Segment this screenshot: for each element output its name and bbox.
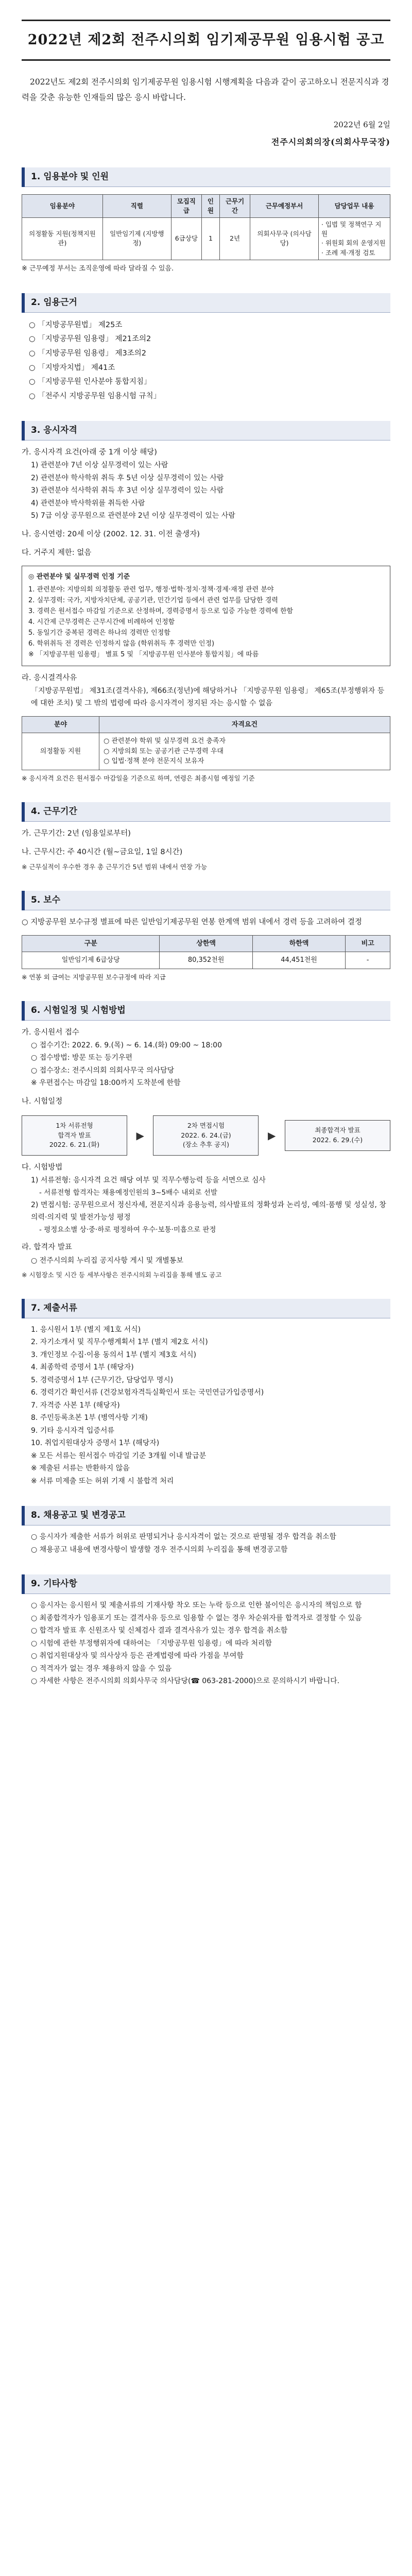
table-cell: 의정활동 지원(정책지원관) [22,218,103,260]
qual-table-note: ※ 응시자격 요건은 원서접수 마감일을 기준으로 하며, 연령은 최종시험 예정일 기준 [22,774,255,782]
flow-line: (장소 추후 공지) [182,1141,230,1149]
table-cell: 1 [201,218,219,260]
table-header-cell: 담당업무 내용 [319,194,390,217]
list-item: 3. 경력은 원서접수 마감일 기준으로 산정하며, 경력증명서 등으로 입증 가능한 경력에 한함 [28,607,294,616]
qual-c: 다. 거주지 제한: 없음 [22,549,92,557]
schedule-c-list [22,1174,390,1235]
list-item: 5. 경력증명서 1부 (근무기간, 담당업무 명시) [31,1376,174,1384]
table-cell: 일반임기제 (지방행정) [102,218,171,260]
section-header-6: 6. 시험일정 및 시험방법 [22,1001,390,1021]
list-item: ○ 자세한 사항은 전주시의회 의회사무국 의사담당(☎ 063-281-2000)으로 문의하시기 바랍니다. [31,1677,340,1686]
section-header-1: 1. 임용분야 및 인원 [22,167,390,187]
intro-text: 2022년도 제2회 전주시의회 임기제공무원 임용시험 시행계획을 다음과 같이 공고하오니 전문지식과 경력을 갖춘 유능한 인재들의 많은 응시 바랍니다. [22,77,389,103]
list-item: ○ 「지방공무원법」 제25조 [29,320,123,329]
list-item: 6. 학위취득 전 경력은 인정하지 않음 (학위취득 후 경력만 인정) [28,640,215,648]
list-item: ※ 모든 서류는 원서접수 마감일 기준 3개월 이내 발급분 [31,1451,207,1460]
section-header-2: 2. 임용근거 [22,293,390,313]
table-header-cell: 근무예정부서 [250,194,319,217]
list-item: ※ 서류 미제출 또는 허위 기재 시 불합격 처리 [31,1477,174,1485]
pay-text: ○ 지방공무원 보수규정 별표에 따른 일반임기제공무원 연봉 한계액 범위 내에서 경력 등을 고려하여 결정 [22,918,362,926]
table-cell-line: ○ 관련분야 학위 및 실무경력 요건 충족자 [104,737,226,745]
schedule-c-title: 다. 시험방법 [22,1163,63,1172]
list-item: 3) 관련분야 석사학위 취득 후 3년 이상 실무경력이 있는 사람 [31,486,224,495]
list-item: 6. 경력기간 확인서류 (건강보험자격득실확인서 또는 국민연금가입증명서) [31,1388,264,1397]
flow-line: 2022. 6. 21.(화) [49,1141,100,1149]
period-note: ※ 근무실적이 우수한 경우 총 근무기간 5년 범위 내에서 연장 가능 [22,862,208,871]
notice-list [22,1531,390,1556]
list-item: ○ 「지방공무원 인사분야 통합지침」 [29,378,151,386]
qual-criteria-box: ◎ 관련분야 및 실무경력 인정 기준 1. 관련분야: 지방의회 의정활동 관련 업무, 행정·법학·정치·정책·경제·재정 관련 분야 2. 실무경력: 국가, 지방자치단체, 공공기관, 민간기업 등에서 관련 업무를 담당한 경력 3. 경력은 원서접수 마감일 기준으로 산정하며, 경력증명서 등으로 입증 가능한 경력에 한함 4. 시간제 근무경력은 근무시간에 비례하여 인정함 5. 동일기간 중복된 경력은 하나의 경력만 인정함 6. 학위취득 전 경력은 인정하지 않음 (학위취득 후 경력만 인정) ※ 「지방공무원 임용령」 별표 5 및 「지방공무원 인사분야 통합지침」에 따름 [22,566,390,666]
list-item: 1. 응시원서 1부 (별지 제1호 서식) [31,1325,141,1334]
section-header-5: 5. 보수 [22,891,390,910]
list-item: 4. 시간제 근무경력은 근무시간에 비례하여 인정함 [28,618,175,626]
title-box [22,20,390,61]
docs-list [22,1324,390,1488]
page-title: 2022년 제2회 전주시의회 임기제공무원 임용시험 공고 [27,32,385,48]
list-item: 1) 관련분야 7년 이상 실무경력이 있는 사람 [31,461,168,470]
list-item: ○ 응시자는 응시원서 및 제출서류의 기재사항 착오 또는 누락 등으로 인한 불이익은 응시자의 책임으로 함 [31,1601,362,1610]
qual-d-text: 「지방공무원법」 제31조(결격사유), 제66조(정년)에 해당하거나 「지방공무원 임용령」 제65조(부정행위자 등에 대한 조치) 및 그 밖의 법령에 따라 응시자격이 정지된 자는 응시할 수 없음 [31,686,385,708]
list-item: ※ 우편접수는 마감일 18:00까지 도착분에 한함 [31,1079,181,1088]
list-item: ○ 접수기간: 2022. 6. 9.(목) ~ 6. 14.(화) 09:00 ~ 18:00 [31,1041,222,1049]
law-list [22,319,390,403]
table-cell-line: ○ 지방의회 또는 공공기관 근무경력 우대 [104,747,224,755]
section-header-4: 4. 근무기간 [22,802,390,822]
list-item: ○ 「지방공무원 임용령」 제21조의2 [29,335,151,344]
table-cell: 의회사무국 (의사담당) [250,218,319,260]
flow-step-3 [285,1120,390,1151]
table-cell: 6급상당 [171,218,201,260]
qual-d-title: 라. 응시결격사유 [22,673,77,682]
pay-table: 구분 상한액 하한액 비고 일반임기제 6급상당 80,352천원 44,451천원 - [22,935,390,969]
schedule-note: ※ 시험장소 및 시간 등 세부사항은 전주시의회 누리집을 통해 별도 공고 [22,1271,222,1279]
table-header-cell: 인원 [201,194,219,217]
list-item: 5. 동일기간 중복된 경력은 하나의 경력만 인정함 [28,629,170,637]
arrow-right-icon: ▶ [268,1129,276,1142]
etc-list [22,1599,390,1688]
list-item: 4. 최종학력 증명서 1부 (해당자) [31,1363,134,1372]
section-header-8: 8. 채용공고 및 변경공고 [22,1506,390,1526]
table-cell-line: ○ 입법·정책 분야 전문지식 보유자 [104,757,204,766]
position-note: ※ 근무예정 부서는 조직운영에 따라 달라질 수 있음. [22,264,174,273]
schedule-a-list [22,1039,390,1090]
list-item: 1) 서류전형: 응시자격 요건 해당 여부 및 직무수행능력 등을 서면으로 심사 [31,1176,266,1185]
notice-date: 2022년 6월 2일 [333,120,390,130]
list-item: 4) 관련분야 박사학위를 취득한 사람 [31,499,145,507]
list-item: ○ 접수방법: 방문 또는 등기우편 [31,1054,133,1062]
list-item: ○ 합격자 발표 후 신원조사 및 신체검사 결과 결격사유가 있는 경우 합격을 취소함 [31,1626,288,1635]
qual-a-list [22,459,390,522]
list-item: ○ 응시자가 제출한 서류가 허위로 판명되거나 응시자격이 없는 것으로 판명될 경우 합격을 취소함 [31,1533,337,1541]
pay-note: ※ 연봉 외 급여는 지방공무원 보수규정에 따라 지급 [22,973,166,981]
table-header-cell: 직렬 [102,194,171,217]
qual-table: 분야 자격요건 의정활동 지원 ○ 관련분야 학위 및 실무경력 요건 충족자 ○ 지방의회 또는 공공기관 근무경력 우대 ○ 입법·정책 분야 전문지식 보유자 [22,716,390,770]
list-item: ○ 시험에 관한 부정행위자에 대하여는 「지방공무원 임용령」에 따라 처리함 [31,1639,272,1648]
flow-line: 최종합격자 발표 [315,1126,360,1134]
flow-line: 2022. 6. 24.(금) [181,1131,231,1139]
schedule-b-title: 나. 시험일정 [22,1097,63,1106]
schedule-d-text: ○ 전주시의회 누리집 공지사항 게시 및 개별통보 [31,1256,183,1265]
list-item: 7. 자격증 사본 1부 (해당자) [31,1401,120,1410]
list-item: 2. 자기소개서 및 직무수행계획서 1부 (별지 제2호 서식) [31,1338,208,1347]
list-item: 2) 관련분야 학사학위 취득 후 5년 이상 실무경력이 있는 사람 [31,473,224,482]
list-item: ○ 「지방공무원 임용령」 제3조의2 [29,349,147,358]
qual-b: 나. 응시연령: 20세 이상 (2002. 12. 31. 이전 출생자) [22,530,200,538]
period-b: 나. 근무시간: 주 40시간 (월~금요일, 1일 8시간) [22,848,183,856]
qual-a-title: 가. 응시자격 요건(아래 중 1개 이상 해당) [22,448,157,457]
list-item: - 서류전형 합격자는 채용예정인원의 3~5배수 내외로 선발 [39,1188,218,1197]
table-header-cell: 모집직급 [171,194,201,217]
list-item: 3. 개인정보 수집·이용 동의서 1부 (별지 제3호 서식) [31,1350,197,1359]
list-item: ○ 최종합격자가 임용포기 또는 결격사유 등으로 임용할 수 없는 경우 차순위자를 합격자로 결정할 수 있음 [31,1614,362,1622]
table-cell: 2년 [220,218,250,260]
list-item: ※ 제출된 서류는 반환하지 않음 [31,1464,130,1473]
section-header-7: 7. 제출서류 [22,1299,390,1318]
list-item: 2. 실무경력: 국가, 지방자치단체, 공공기관, 민간기업 등에서 관련 업무를 담당한 경력 [28,597,278,605]
list-item: ○ 접수장소: 전주시의회 의회사무국 의사담당 [31,1066,175,1075]
schedule-a-title: 가. 응시원서 접수 [22,1028,79,1037]
list-item: ○ 취업지원대상자 및 의사상자 등은 관계법령에 따라 가점을 부여함 [31,1652,244,1660]
list-item: - 평정요소별 상·중·하로 평정하여 우수·보통·미흡으로 판정 [39,1225,216,1234]
flow-step-2 [153,1115,259,1156]
issuing-org: 전주시의회의장(의회사무국장) [271,137,390,147]
flow-line: 2차 면접시험 [187,1121,225,1129]
list-item: ○ 「지방자치법」 제41조 [29,363,115,372]
table-header-cell: 임용분야 [22,194,103,217]
list-item: 10. 취업지원대상자 증명서 1부 (해당자) [31,1439,160,1448]
flow-line: 1차 서류전형 [56,1121,93,1129]
flow-line: 2022. 6. 29.(수) [312,1136,363,1144]
list-item: ○ 「전주시 지방공무원 임용시험 규칙」 [29,392,161,400]
schedule-d-title: 라. 합격자 발표 [22,1243,72,1252]
flow-step-1 [22,1115,127,1156]
flow-line: 합격자 발표 [58,1131,91,1139]
period-a: 가. 근무기간: 2년 (임용일로부터) [22,829,131,838]
list-item: 9. 기타 응시자격 입증서류 [31,1426,114,1435]
table-cell: · 입법 및 정책연구 지원 · 위원회 회의 운영지원 · 조례 제·개정 검토 [319,218,390,260]
schedule-flow [22,1115,390,1156]
list-item: 5) 7급 이상 공무원으로 관련분야 2년 이상 실무경력이 있는 사람 [31,512,235,520]
list-item: 8. 주민등록초본 1부 (병역사항 기재) [31,1414,148,1422]
section-header-3: 3. 응시자격 [22,421,390,440]
section-header-9: 9. 기타사항 [22,1574,390,1594]
arrow-right-icon: ▶ [136,1129,144,1142]
list-item: 2) 면접시험: 공무원으로서 정신자세, 전문지식과 응용능력, 의사발표의 정확성과 논리성, 예의·품행 및 성실성, 창의력·의지력 및 발전가능성 평정 [31,1200,386,1222]
list-item: ※ 「지방공무원 임용령」 별표 5 및 「지방공무원 인사분야 통합지침」에 따름 [28,651,259,659]
position-table [22,194,390,260]
table-header-cell: 근무기간 [220,194,250,217]
list-item: ○ 채용공고 내용에 변경사항이 발생할 경우 전주시의회 누리집을 통해 변경공고함 [31,1545,288,1554]
list-item: 1. 관련분야: 지방의회 의정활동 관련 업무, 행정·법학·정치·정책·경제·재정 관련 분야 [28,586,274,594]
list-item: ○ 적격자가 없는 경우 채용하지 않을 수 있음 [31,1664,172,1673]
